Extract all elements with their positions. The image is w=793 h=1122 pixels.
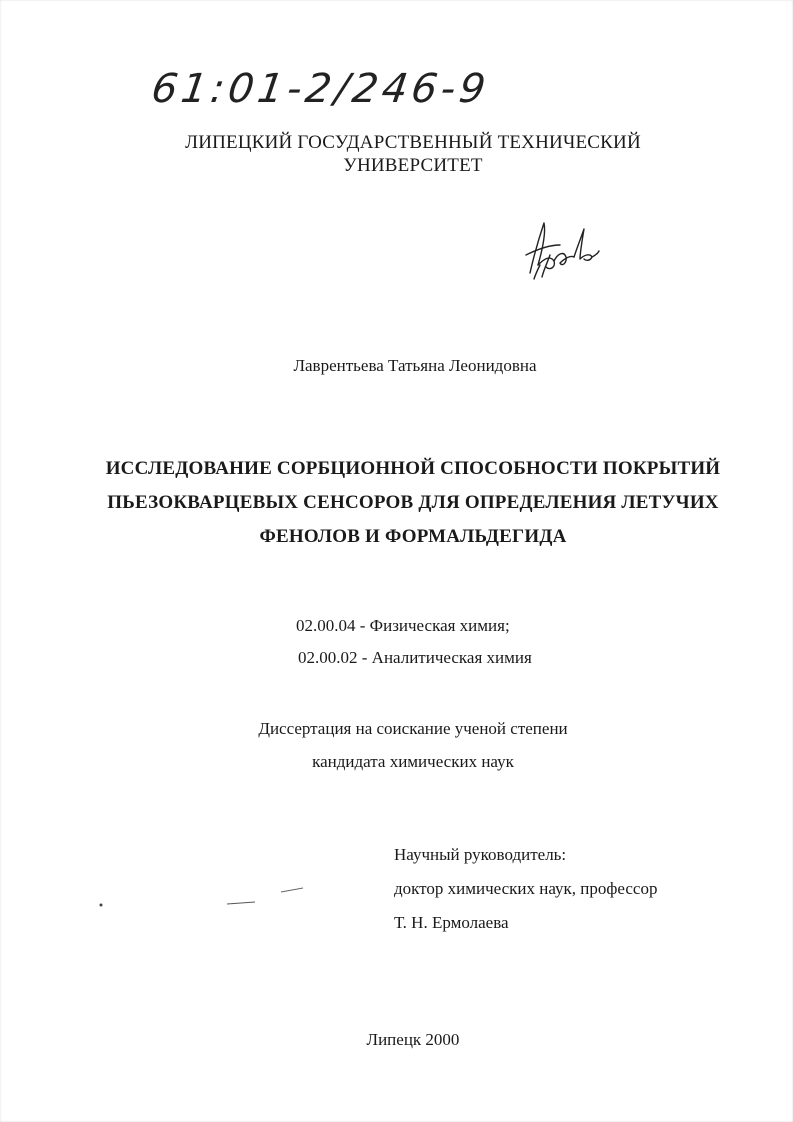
university-line-2: УНИВЕРСИТЕТ: [343, 155, 483, 176]
specialty-analytical-chemistry: 02.00.02 - Аналитическая химия: [298, 648, 532, 667]
degree-line-2: кандидата химических наук: [312, 752, 514, 771]
dissertation-title: [90, 452, 736, 554]
specialty-physical-chemistry: 02.00.04 - Физическая химия;: [296, 616, 510, 635]
archive-number: [148, 66, 512, 132]
university-line-1: ЛИПЕЦКИЙ ГОСУДАРСТВЕННЫЙ ТЕХНИЧЕСКИЙ: [185, 132, 641, 153]
archive-number-text: 61:01-2/246-9: [148, 66, 493, 112]
degree-statement: [200, 712, 626, 778]
scan-artifact-icon: [225, 884, 305, 908]
title-line-2: ПЬЕЗОКВАРЦЕВЫХ СЕНСОРОВ ДЛЯ ОПРЕДЕЛЕНИЯ ЛЕТУЧИХ: [107, 492, 719, 513]
supervisor-degree: доктор химических наук, профессор: [394, 879, 658, 898]
supervisor-block: [394, 838, 657, 940]
title-line-3: ФЕНОЛОВ И ФОРМАЛЬДЕГИДА: [259, 526, 567, 547]
supervisor-name: Т. Н. Ермолаева: [394, 913, 509, 932]
university-name: [150, 131, 676, 177]
signature-icon: [520, 215, 600, 283]
supervisor-label: Научный руководитель:: [394, 845, 567, 864]
city-year: Липецк 2000: [366, 1030, 460, 1049]
degree-line-1: Диссертация на соискание ученой степени: [258, 719, 568, 738]
title-line-1: ИССЛЕДОВАНИЕ СОРБЦИОННОЙ СПОСОБНОСТИ ПОКРЫТИЙ: [105, 458, 721, 479]
scan-dot-icon: [96, 900, 106, 910]
author-name: Лаврентьева Татьяна Леонидовна: [293, 356, 537, 375]
